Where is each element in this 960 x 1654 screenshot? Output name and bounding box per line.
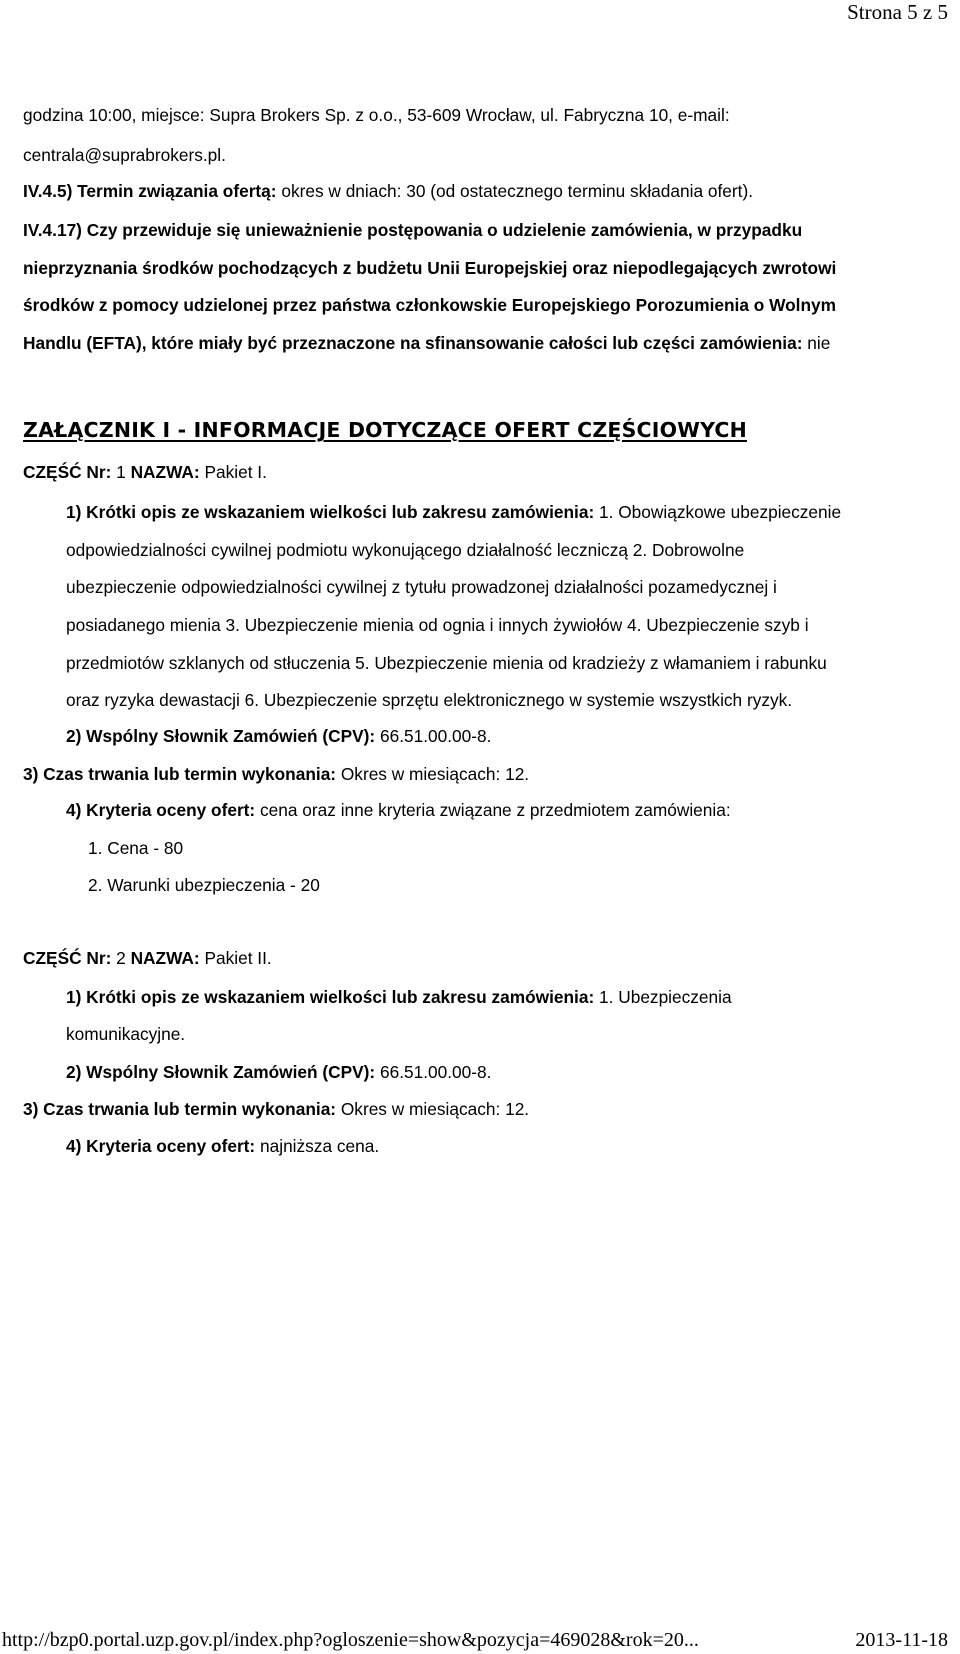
part-heading: CZĘŚĆ Nr: 1 NAZWA: Pakiet I. bbox=[23, 462, 267, 482]
footer-url: http://bzp0.portal.uzp.gov.pl/index.php?ogloszenie=show&pozycja=469028&rok=20... bbox=[2, 1629, 699, 1651]
part-description-line: przedmiotów szklanych od stłuczenia 5. Ubezpieczenie mienia od kradzieży z włamaniem i rabunku bbox=[66, 653, 827, 673]
part-description: 1) Krótki opis ze wskazaniem wielkości lub zakresu zamówienia: 1. Ubezpieczenia bbox=[66, 987, 732, 1007]
part-description-line: posiadanego mienia 3. Ubezpieczenie mienia od ognia i innych żywiołów 4. Ubezpieczenie szyb i bbox=[66, 615, 809, 635]
part-description-line: odpowiedzialności cywilnej podmiotu wykonującego działalność leczniczą 2. Dobrowolne bbox=[66, 540, 745, 560]
opening-line-2: centrala@suprabrokers.pl. bbox=[23, 145, 226, 165]
iv45-label: IV.4.5) Termin związania ofertą: bbox=[23, 181, 277, 201]
iv417-line-4 bbox=[23, 331, 830, 355]
iv417-line-2: nieprzyznania środków pochodzących z budżetu Unii Europejskiej oraz niepodlegających zwrotowi bbox=[23, 258, 837, 278]
page-number: Strona 5 z 5 bbox=[847, 0, 948, 24]
part-criteria: 4) Kryteria oceny ofert: cena oraz inne kryteria związane z przedmiotem zamówienia: bbox=[66, 800, 731, 820]
part-description-line: ubezpieczenie odpowiedzialności cywilnej z tytułu prowadzonej działalności pozamedycznej i bbox=[66, 577, 777, 597]
opening-line-1: godzina 10:00, miejsce: Supra Brokers Sp. z o.o., 53-609 Wrocław, ul. Fabryczna 10, e-mail: bbox=[23, 105, 730, 125]
iv417-question: Handlu (EFTA), które miały być przeznaczone na sfinansowanie całości lub części zamówienia: bbox=[23, 333, 803, 353]
criteria-item: 2. Warunki ubezpieczenia - 20 bbox=[88, 875, 320, 895]
part-duration: 3) Czas trwania lub termin wykonania: Okres w miesiącach: 12. bbox=[23, 764, 530, 784]
footer-date: 2013-11-18 bbox=[855, 1629, 948, 1651]
part-description-line: komunikacyjne. bbox=[66, 1024, 186, 1044]
part-heading: CZĘŚĆ Nr: 2 NAZWA: Pakiet II. bbox=[23, 948, 272, 968]
part-duration: 3) Czas trwania lub termin wykonania: Okres w miesiącach: 12. bbox=[23, 1099, 530, 1119]
iv45-termin bbox=[23, 179, 753, 203]
part-cpv: 2) Wspólny Słownik Zamówień (CPV): 66.51.00.00-8. bbox=[66, 726, 492, 746]
annex-title: ZAŁĄCZNIK I - INFORMACJE DOTYCZĄCE OFERT CZĘŚCIOWYCH bbox=[23, 418, 747, 442]
part-cpv: 2) Wspólny Słownik Zamówień (CPV): 66.51.00.00-8. bbox=[66, 1062, 492, 1082]
criteria-item: 1. Cena - 80 bbox=[88, 838, 184, 858]
part-description-line: oraz ryzyka dewastacji 6. Ubezpieczenie sprzętu elektronicznego w systemie wszystkich ryzyk. bbox=[66, 690, 793, 710]
part-criteria: 4) Kryteria oceny ofert: najniższa cena. bbox=[66, 1136, 380, 1156]
part-description: 1) Krótki opis ze wskazaniem wielkości lub zakresu zamówienia: 1. Obowiązkowe ubezpieczenie bbox=[66, 502, 842, 522]
iv417-line-3: środków z pomocy udzielonej przez państwa członkowskie Europejskiego Porozumienia o Wolnym bbox=[23, 295, 837, 315]
iv417-answer: nie bbox=[802, 333, 831, 353]
iv45-value: okres w dniach: 30 (od ostatecznego terminu składania ofert). bbox=[276, 181, 753, 201]
iv417-line-1: IV.4.17) Czy przewiduje się unieważnienie postępowania o udzielenie zamówienia, w przypadku bbox=[23, 220, 803, 240]
